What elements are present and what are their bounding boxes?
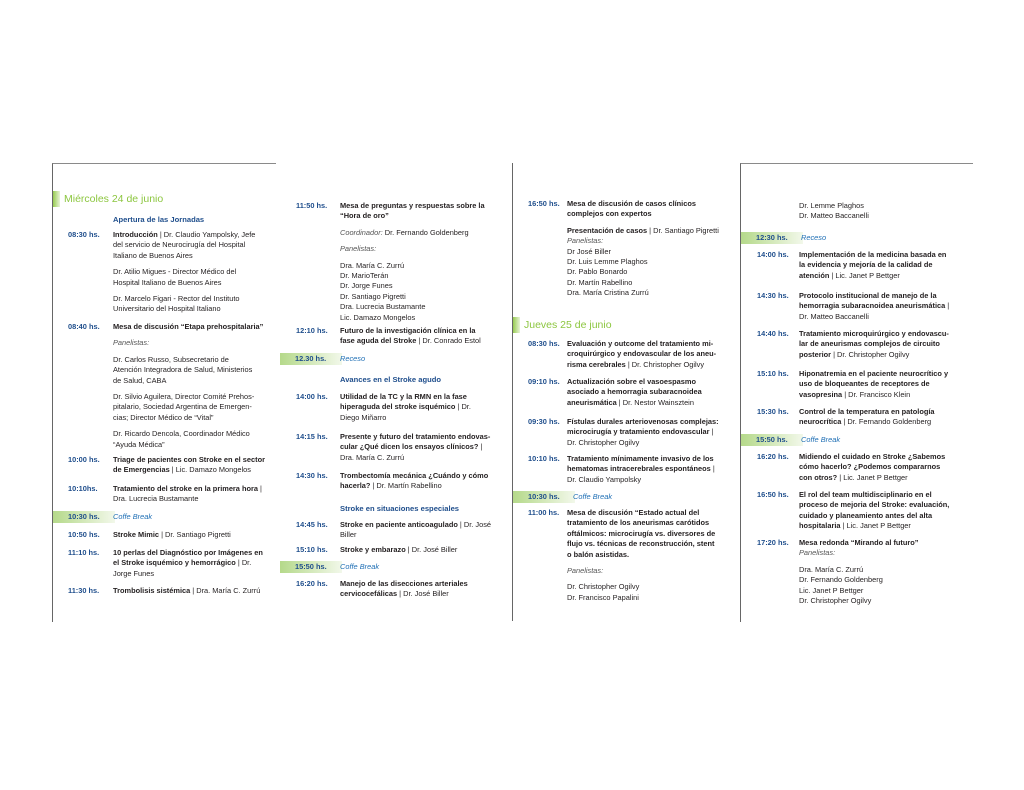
entry-title: Introducción — [113, 230, 158, 239]
entry-time: 15:10 hs. — [296, 545, 328, 554]
entry-time: 12:10 hs. — [296, 326, 328, 335]
entry-speaker: | Dra. María C. Zurrú — [190, 586, 261, 595]
panelists-label: Panelistas: — [567, 236, 604, 246]
entry-title: Midiendo el cuidado en Stroke ¿Sabemos — [799, 452, 946, 461]
entry-time: 14:15 hs. — [296, 432, 328, 441]
entry-text: de Salud, CABA — [113, 375, 167, 385]
panelist-name: Lic. Janet P Bettger — [799, 585, 864, 595]
entry-time: 16:20 hs. — [296, 579, 328, 588]
entry-time: 10:10hs. — [68, 484, 98, 493]
entry-text: “Ayuda Médica” — [113, 439, 165, 449]
entry-speaker: | Dr. Conrado Estol — [416, 336, 481, 346]
day-header-label: Jueves 25 de junio — [524, 319, 612, 331]
entry-time: 16:50 hs. — [528, 199, 560, 208]
entry-title: posterior — [799, 349, 832, 359]
entry-title: hematomas intracerebrales espontáneos — [567, 464, 711, 474]
entry-speaker: | Dr. José Biller — [397, 589, 449, 599]
entry-title: Tratamiento microquirúrgico y endovascu- — [799, 329, 949, 338]
entry-title: Utilidad de la TC y la RMN en la fase — [340, 392, 467, 401]
coffee-break-row — [513, 491, 735, 503]
panelist-name: Dr. Pablo Bonardo — [567, 267, 628, 277]
entry-time: 09:10 hs. — [528, 377, 560, 386]
entry-text: Dr. Marcelo Figari - Rector del Instituto — [113, 294, 240, 304]
entry-speaker: | Dr. Christopher Ogilvy — [831, 349, 910, 359]
entry-time: 16:20 hs. — [757, 452, 789, 461]
entry-time: 11:10 hs. — [68, 548, 100, 557]
entry-title: cuidado y planeamiento antes del alta — [799, 510, 933, 520]
entry-title: Manejo de las disecciones arteriales — [340, 579, 468, 588]
day-header-label: Miércoles 24 de junio — [64, 193, 164, 205]
entry-title: microcirugía y tratamiento endovascular — [567, 427, 710, 437]
panelist-name: Dra. María C. Zurrú — [340, 260, 405, 270]
entry-title: Hiponatremia en el paciente neurocrítico y — [799, 369, 949, 378]
entry-speaker: | — [710, 464, 715, 474]
entry-speaker: | Dr. Christopher Ogilvy — [625, 359, 705, 369]
section-title: Avances en el Stroke agudo — [340, 375, 442, 384]
break-label: Coffe Break — [573, 492, 613, 501]
entry-speaker: | Lic. Janet P Bettger — [840, 521, 911, 531]
entry-speaker: | Dr. Francisco Klein — [842, 389, 911, 399]
break-label: Coffe Break — [801, 435, 841, 444]
entry-time: 12.30 hs. — [295, 354, 327, 363]
entry-title: Mesa de discusión — [567, 508, 633, 517]
entry-text: cias; Director Médico de “Vital” — [113, 412, 214, 422]
entry-title: Mesa de preguntas y respuestas sobre la — [340, 201, 485, 210]
panelist-name: Dra. María Cristina Zurrú — [567, 288, 649, 298]
break-label: Coffe Break — [340, 562, 380, 571]
entry-time: 12:30 hs. — [756, 233, 788, 242]
entry-title: o balón asistidas. — [567, 549, 630, 559]
entry-time: 11:50 hs. — [296, 201, 328, 210]
section-title: Stroke en situaciones especiales — [340, 504, 460, 513]
entry-title: Tratamiento mínimamente invasivo de los — [567, 454, 714, 463]
day-header-accent — [52, 191, 60, 207]
break-label: Receso — [801, 233, 827, 242]
entry-title: Implementación de la medicina basada en — [799, 250, 947, 259]
entry-title: con otros? — [799, 472, 838, 482]
entry-time: 14:30 hs. — [296, 471, 328, 480]
entry-speaker: | Lic. Janet P Bettger — [837, 472, 908, 482]
entry-title: neurocrítica — [799, 417, 842, 427]
entry-speaker: | Lic. Damazo Mongelos — [169, 465, 251, 475]
entry-text: Dr. Carlos Russo, Subsecretario de — [113, 354, 229, 364]
entry-speaker: | — [709, 427, 714, 437]
panelists-label: Panelistas: — [567, 566, 604, 576]
panelist-name: Dr. MarioTerán — [340, 271, 389, 281]
entry-text: Dr. Ricardo Dencola, Coordinador Médico — [113, 429, 250, 439]
entry-speaker: | — [478, 442, 483, 452]
entry-title: Mesa de discusión de casos clínicos — [567, 199, 696, 208]
panel-day1-morning — [52, 163, 276, 622]
panel-day1-midday — [280, 163, 502, 621]
entry-time: 16:50 hs. — [757, 490, 789, 499]
entry-speaker: Dr. Claudio Yampolsky — [567, 474, 642, 484]
panelist-name: Dr. Lemme Plaghos — [799, 201, 864, 210]
entry-title: Triage de pacientes con Stroke en el sector — [113, 455, 265, 464]
entry-title: Evaluación y outcome del tratamiento mi- — [567, 339, 714, 348]
entry-speaker: Dra. Lucrecia Bustamante — [113, 494, 199, 504]
entry-time: 10:10 hs. — [528, 454, 560, 463]
entry-speaker: | — [945, 301, 950, 311]
day-header-jueves — [513, 317, 663, 333]
entry-title: risma cerebrales — [567, 359, 626, 369]
entry-title: asociado a hemorragia subaracnoidea — [567, 387, 702, 397]
entry-title: “Hora de oro” — [340, 211, 389, 221]
entry-text: del servicio de Neurocirugía del Hospital — [113, 240, 246, 250]
entry-title: fase aguda del Stroke — [340, 336, 417, 346]
entry-time: 14:00 hs. — [296, 392, 328, 401]
panelist-name: Dr. Matteo Baccanelli — [799, 211, 869, 221]
entry-text: Atención Integradora de Salud, Ministerios — [113, 365, 253, 375]
entry-title: Mesa redonda “Mirando al futuro” — [799, 538, 919, 547]
entry-text: Hospital Italiano de Buenos Aires — [113, 277, 222, 287]
entry-title: oftálmicos: microcirugía vs. diversores de — [567, 528, 716, 538]
entry-time: 08:30 hs. — [528, 339, 560, 348]
entry-title: Trombectomía mecánica ¿Cuándo y cómo — [340, 471, 489, 480]
entry-time: 17:20 hs. — [757, 538, 789, 547]
entry-title: Trombolisis sistémica — [113, 586, 191, 595]
entry-time: 09:30 hs. — [528, 417, 560, 426]
entry-title: cómo hacerlo? ¿Podemos compararnos — [799, 462, 941, 472]
break-label: Coffe Break — [113, 512, 153, 521]
entry-title: atención — [799, 270, 830, 280]
entry-title: Control de la temperatura en patología — [799, 407, 935, 416]
entry-title: flujo vs. técnicas de reconstrucción, stent — [567, 539, 715, 549]
coordinator-name: Dr. Fernando Goldenberg — [382, 227, 469, 237]
entry-speaker: | Dr. Santiago Pigretti — [159, 530, 231, 539]
panelist-name: Dr. Jorge Funes — [340, 281, 393, 291]
entry-text: Universitario del Hospital Italiano — [113, 304, 221, 314]
entry-time: 11:00 hs. — [528, 508, 560, 517]
entry-title: tratamiento de los aneurismas carótidos — [567, 518, 710, 528]
entry-title: Stroke y embarazo — [340, 545, 406, 554]
entry-speaker: | Lic. Janet P Bettger — [829, 270, 900, 280]
entry-speaker: | Dr. Fernando Goldenberg — [841, 417, 932, 427]
break-label: Receso — [340, 354, 366, 363]
entry-title: Futuro de la investigación clínica en la — [340, 326, 476, 335]
entry-time: 11:30 hs. — [68, 586, 100, 595]
coffee-break-row — [53, 511, 276, 523]
panelist-name: Dr. Santiago Pigretti — [340, 291, 406, 301]
entry-speaker: | Dr. Martín Rabellino — [370, 481, 442, 491]
entry-title: hiperaguda del stroke isquémico — [340, 402, 456, 412]
entry-speaker: | — [258, 484, 262, 493]
entry-title: cervicocefálicas — [340, 589, 398, 599]
panelist-name: Dra. María C. Zurrú — [799, 564, 864, 574]
entry-title: Mesa de discusión “Etapa prehospitalaria” — [113, 322, 264, 331]
entry-title: complejos con expertos — [567, 209, 652, 219]
entry-text: Dr. Silvio Aguilera, Director Comité Prehos- — [113, 392, 255, 402]
entry-title: Fístulas durales arteriovenosas complejas: — [567, 417, 719, 426]
entry-title: Stroke en paciente anticoagulado — [340, 520, 458, 529]
panelist-name: Dr. Francisco Papalini — [567, 592, 639, 602]
panelist-name: Lic. Damazo Mongelos — [340, 312, 416, 322]
entry-title: el Stroke isquémico y hemorrágico — [113, 558, 236, 568]
entry-text: pitalario, Sociedad Argentina de Emergen- — [113, 402, 252, 412]
panelists-label: Panelistas: — [113, 338, 150, 348]
entry-speaker: | Dr. — [455, 402, 471, 412]
entry-title: de Emergencias — [113, 465, 170, 475]
recess-row — [280, 353, 502, 365]
panel-day1-afternoon-day2-morning — [512, 163, 735, 621]
entry-time: 15:50 hs. — [295, 562, 327, 571]
recess-row — [741, 232, 973, 244]
entry-time: 08:40 hs. — [68, 322, 100, 331]
entry-title: Presentación de casos — [567, 225, 648, 235]
entry-title: “Estado actual del — [632, 508, 700, 517]
entry-speaker: Dr. Christopher Ogilvy — [567, 437, 640, 447]
entry-time: 15:50 hs. — [756, 435, 788, 444]
entry-time: 15:30 hs. — [757, 407, 789, 416]
entry-speaker: | Dr. — [235, 558, 252, 568]
entry-title: hemorragia subaracnoidea aneurismática — [799, 301, 946, 311]
entry-speaker: | Dr. Claudio Yampolsky, Jefe — [157, 230, 256, 239]
section-title: Apertura de las Jornadas — [113, 215, 205, 224]
entry-title: Tratamiento del stroke en la primera hora — [113, 484, 258, 493]
panelist-name: Dr. Martín Rabellino — [567, 277, 633, 287]
entry-speaker: Jorge Funes — [113, 568, 155, 578]
entry-title: aneurismática — [567, 397, 617, 407]
entry-speaker: | Dr. Santiago Pigretti — [647, 225, 719, 235]
entry-title: proceso de mejoria del Stroke: evaluación, — [799, 500, 950, 510]
entry-speaker: | Dr. José — [457, 520, 492, 529]
day-header-accent — [512, 317, 520, 333]
coordinator-label: Coordinador: — [340, 227, 383, 237]
coffee-break-row — [741, 434, 973, 446]
entry-title: vasopresina — [799, 389, 843, 399]
entry-title: 10 perlas del Diagnóstico por Imágenes en — [113, 548, 263, 557]
entry-time: 14:00 hs. — [757, 250, 789, 259]
entry-title: la evidencia y mejoría de la calidad de — [799, 260, 933, 270]
entry-speaker: | Dr. Nestor Wainsztein — [616, 397, 694, 407]
entry-time: 10:30 hs. — [68, 512, 100, 521]
day-header-miercoles — [53, 191, 203, 207]
panelists-label: Panelistas: — [340, 244, 377, 254]
coffee-break-row — [280, 561, 502, 573]
entry-title: hacerla? — [340, 481, 371, 491]
entry-speaker: Diego Miñarro — [340, 412, 387, 422]
panelist-name: Dr. Luis Lemme Plaghos — [567, 257, 648, 267]
entry-title: Stroke Mimic — [113, 530, 160, 539]
entry-speaker: Dra. María C. Zurrú — [340, 452, 405, 462]
entry-title: El rol del team multidisciplinario en el — [799, 490, 932, 499]
entry-speaker: Dr. Matteo Baccanelli — [799, 311, 869, 321]
entry-title: uso de bloqueantes de receptores de — [799, 379, 930, 389]
entry-text: Dr. Atilio Migues - Director Médico del — [113, 267, 237, 277]
panelist-name: Dra. Lucrecia Bustamante — [340, 302, 426, 312]
entry-time: 14:30 hs. — [757, 291, 789, 300]
entry-time: 14:45 hs. — [296, 520, 328, 529]
entry-title: Actualización sobre el vasoespasmo — [567, 377, 696, 386]
entry-title: hospitalaria — [799, 521, 841, 531]
entry-time: 14:40 hs. — [757, 329, 789, 338]
panelist-name: Dr. Christopher Ogilvy — [567, 582, 640, 592]
entry-speaker: | Dr. José Biller — [405, 545, 458, 554]
entry-time: 10:30 hs. — [528, 492, 560, 501]
panelist-name: Dr. Fernando Goldenberg — [799, 575, 883, 585]
entry-speaker: Biller — [340, 530, 357, 540]
panelists-label: Panelistas: — [799, 548, 836, 558]
entry-time: 10:00 hs. — [68, 455, 100, 464]
entry-title: croquirúrgico y endovascular de los aneu- — [567, 349, 717, 359]
entry-title: Presente y futuro del tratamiento endovas- — [340, 432, 491, 441]
entry-time: 08:30 hs. — [68, 230, 100, 239]
entry-title: Protocolo institucional de manejo de la — [799, 291, 937, 300]
entry-text: Italiano de Buenos Aires — [113, 250, 193, 260]
entry-time: 15:10 hs. — [757, 369, 789, 378]
entry-title: cular ¿Qué dicen los ensayos clínicos? — [340, 442, 479, 452]
panelist-name: Dr José Biller — [567, 246, 611, 256]
panel-day2-afternoon — [740, 163, 973, 622]
panelist-name: Dr. Christopher Ogilvy — [799, 596, 872, 606]
entry-title: lar de aneurismas complejos de circuito — [799, 339, 940, 349]
entry-time: 10:50 hs. — [68, 530, 100, 539]
